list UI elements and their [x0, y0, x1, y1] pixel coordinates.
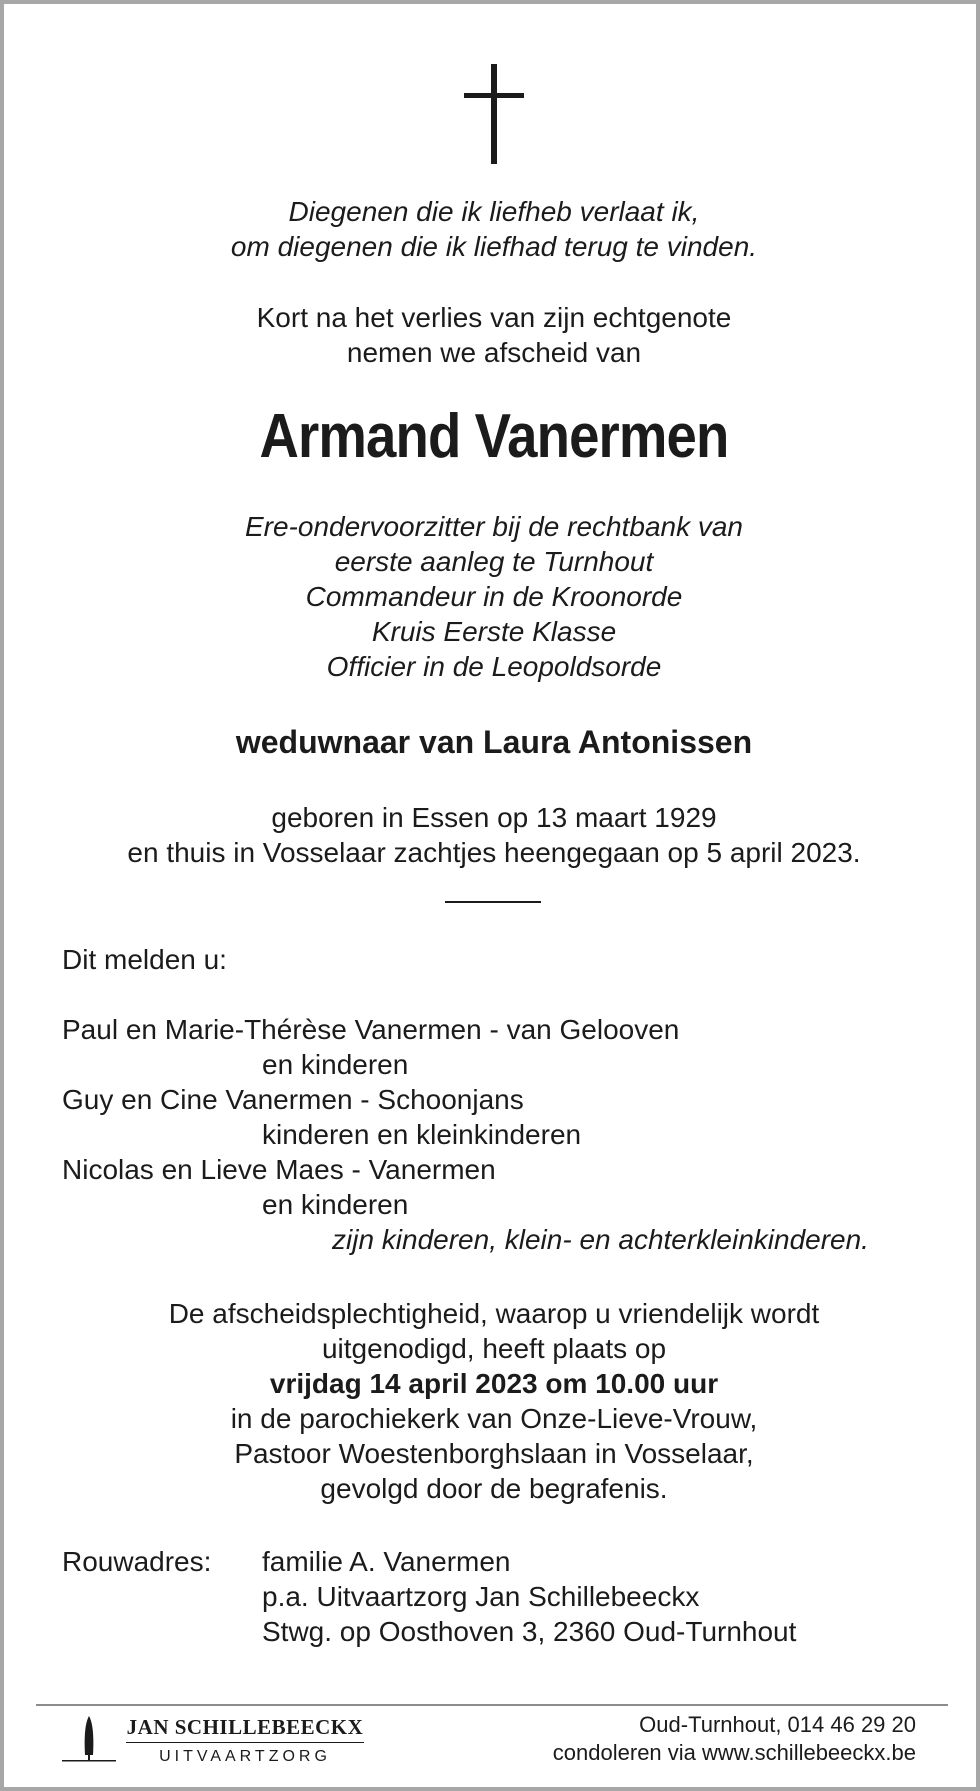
title-line: Officier in de Leopoldsorde	[326, 651, 662, 682]
mourning-address-label: Rouwadres:	[62, 1546, 212, 1577]
family-names: Paul en Marie-Thérèse Vanermen - van Gelooven	[62, 1014, 680, 1045]
announcement: Dit melden u:	[62, 944, 227, 975]
ceremony-line: in de parochiekerk van Onze-Lieve-Vrouw,	[230, 1403, 758, 1434]
widower-line: weduwnaar van Laura Antonissen	[235, 724, 753, 760]
ceremony-block	[44, 1296, 944, 1506]
title-line: eerste aanleg te Turnhout	[334, 546, 654, 577]
family-list	[62, 1012, 962, 1257]
footer-divider	[36, 1704, 948, 1706]
intro-block	[44, 300, 944, 370]
brand-name: JAN SCHILLEBEECKX	[126, 1715, 364, 1739]
address-line: familie A. Vanermen	[262, 1546, 511, 1577]
deceased-name: Armand Vanermen	[259, 402, 729, 471]
ceremony-line: gevolgd door de begrafenis.	[320, 1473, 668, 1504]
address-line: Stwg. op Oosthoven 3, 2360 Oud-Turnhout	[262, 1616, 797, 1647]
ceremony-date-time: vrijdag 14 april 2023 om 10.00 uur	[269, 1368, 719, 1399]
funeral-home-logo	[126, 1714, 364, 1767]
title-line: Ere-ondervoorzitter bij de rechtbank van	[244, 511, 744, 542]
intro-line: nemen we afscheid van	[346, 337, 642, 368]
ceremony-line: uitgenodigd, heeft plaats op	[321, 1333, 667, 1364]
ceremony-line: Pastoor Woestenborghslaan in Vosselaar,	[234, 1438, 754, 1469]
family-names: Guy en Cine Vanermen - Schoonjans	[62, 1084, 524, 1115]
birth-line: geboren in Essen op 13 maart 1929	[271, 802, 717, 833]
family-closing: zijn kinderen, klein- en achterkleinkinderen.	[332, 1224, 869, 1255]
death-line: en thuis in Vosselaar zachtjes heengegaan op 5 april 2023.	[127, 837, 861, 868]
quote-line: om diegenen die ik liefhad terug te vinden.	[230, 231, 758, 262]
cypress-tree-icon	[62, 1715, 116, 1765]
family-sub: en kinderen	[262, 1049, 409, 1080]
brand-sub: UITVAARTZORG	[159, 1748, 331, 1765]
title-line: Commandeur in de Kroonorde	[305, 581, 683, 612]
family-sub: en kinderen	[262, 1189, 409, 1220]
family-names: Nicolas en Lieve Maes - Vanermen	[62, 1154, 496, 1185]
contact-phone: Oud-Turnhout, 014 46 29 20	[639, 1712, 916, 1737]
quote-block	[44, 194, 944, 264]
ceremony-line: De afscheidsplechtigheid, waarop u vriendelijk wordt	[168, 1298, 820, 1329]
quote-line: Diegenen die ik liefheb verlaat ik,	[288, 196, 700, 227]
family-sub: kinderen en kleinkinderen	[262, 1119, 582, 1150]
intro-line: Kort na het verlies van zijn echtgenote	[256, 302, 732, 333]
contact-info	[553, 1711, 916, 1767]
cross-icon	[464, 64, 524, 164]
contact-website: condoleren via www.schillebeeckx.be	[552, 1740, 916, 1765]
brand-rule	[126, 1742, 364, 1743]
address-line: p.a. Uitvaartzorg Jan Schillebeeckx	[262, 1581, 700, 1612]
divider	[445, 901, 541, 903]
titles-block	[44, 509, 944, 684]
title-line: Kruis Eerste Klasse	[371, 616, 617, 647]
birth-death-block	[44, 800, 944, 870]
